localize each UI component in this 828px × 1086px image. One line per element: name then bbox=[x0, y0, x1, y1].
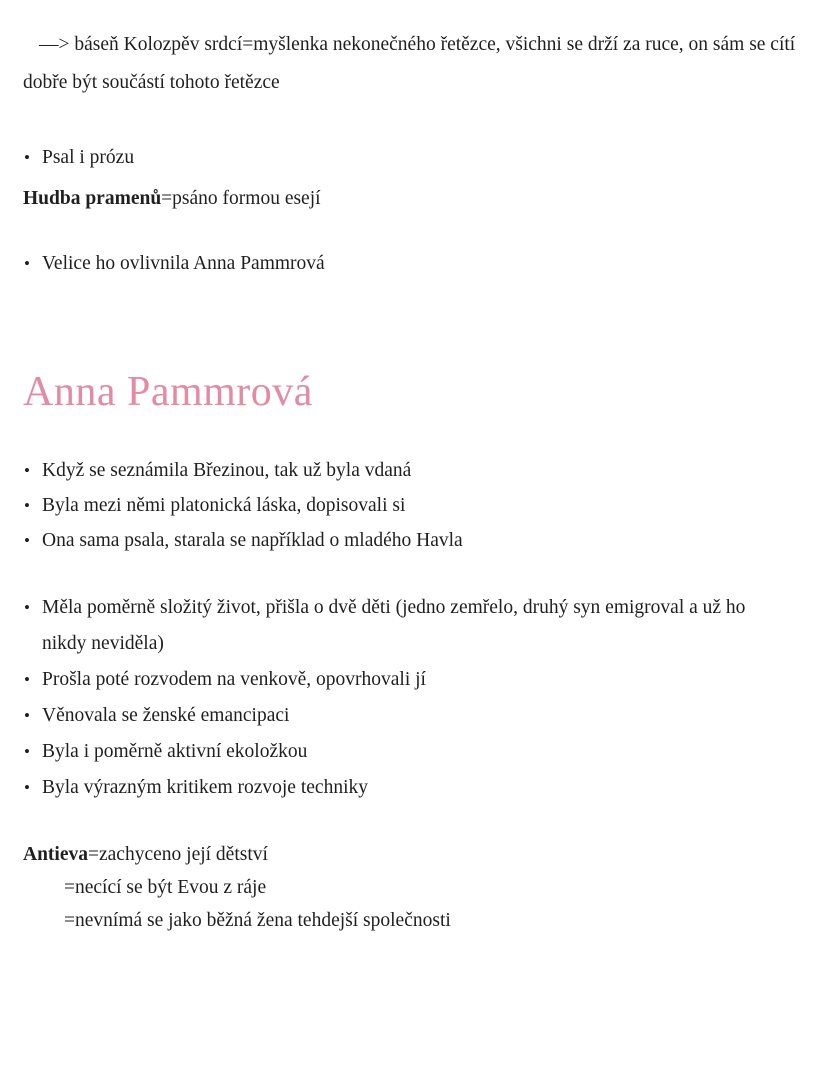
bullet-icon: • bbox=[24, 742, 30, 761]
antieva-title: Antieva bbox=[23, 844, 88, 865]
bullet-icon: • bbox=[24, 254, 30, 273]
list-item-text: Prošla poté rozvodem na venkově, opovrhovali jí bbox=[42, 669, 426, 690]
anna-bullet-group-2 bbox=[23, 590, 804, 806]
antieva-note: =zachyceno její dětství bbox=[88, 844, 268, 865]
list-item-text: Velice ho ovlivnila Anna Pammrová bbox=[42, 253, 325, 274]
antieva-block bbox=[23, 838, 804, 937]
bullet-icon: • bbox=[24, 598, 30, 617]
list-item-text: Byla výrazným kritikem rozvoje techniky bbox=[42, 777, 368, 798]
bullet-icon: • bbox=[24, 496, 30, 515]
bullet-icon: • bbox=[24, 148, 30, 167]
list-item-text: Měla poměrně složitý život, přišla o dvě děti (jedno zemřelo, druhý syn emigroval a už ho nikdy neviděla) bbox=[42, 597, 746, 654]
anna-bullet-group-1 bbox=[23, 453, 804, 558]
list-item-text: Když se seznámila Březinou, tak už byla vdaná bbox=[42, 460, 412, 481]
list-item bbox=[23, 734, 785, 770]
list-item bbox=[23, 770, 785, 806]
hudba-pramenu-line bbox=[23, 181, 804, 216]
list-item bbox=[23, 590, 785, 662]
hudba-pramenu-note: =psáno formou esejí bbox=[161, 188, 321, 209]
list-item bbox=[23, 523, 785, 558]
antieva-line bbox=[23, 838, 804, 871]
list-item-text: Psal i prózu bbox=[42, 147, 135, 168]
list-item-text: Byla mezi němi platonická láska, dopisovali si bbox=[42, 495, 406, 516]
intro-paragraph: —> báseň Kolozpěv srdcí=myšlenka nekonečného řetězce, všichni se drží za ruce, on sám se cítí dobře být součástí tohoto řetězce bbox=[23, 34, 796, 93]
list-item bbox=[23, 662, 785, 698]
list-item bbox=[23, 140, 785, 175]
list-item-text: Věnovala se ženské emancipaci bbox=[42, 705, 290, 726]
bullet-icon: • bbox=[24, 670, 30, 689]
page-title: Anna Pammrová bbox=[23, 369, 313, 415]
bullet-icon: • bbox=[24, 461, 30, 480]
list-item bbox=[23, 453, 785, 488]
bullet-icon: • bbox=[24, 778, 30, 797]
bullet-icon: • bbox=[24, 531, 30, 550]
bullet-icon: • bbox=[24, 706, 30, 725]
antieva-subline: =necící se být Evou z ráje bbox=[64, 877, 267, 898]
list-item bbox=[23, 488, 785, 523]
list-item-text: Byla i poměrně aktivní ekoložkou bbox=[42, 741, 308, 762]
hudba-pramenu-title: Hudba pramenů bbox=[23, 188, 162, 209]
list-item-text: Ona sama psala, starala se například o mladého Havla bbox=[42, 530, 463, 551]
list-item bbox=[23, 698, 785, 734]
antieva-subline: =nevnímá se jako běžná žena tehdejší společnosti bbox=[64, 910, 451, 931]
list-item bbox=[23, 246, 785, 281]
